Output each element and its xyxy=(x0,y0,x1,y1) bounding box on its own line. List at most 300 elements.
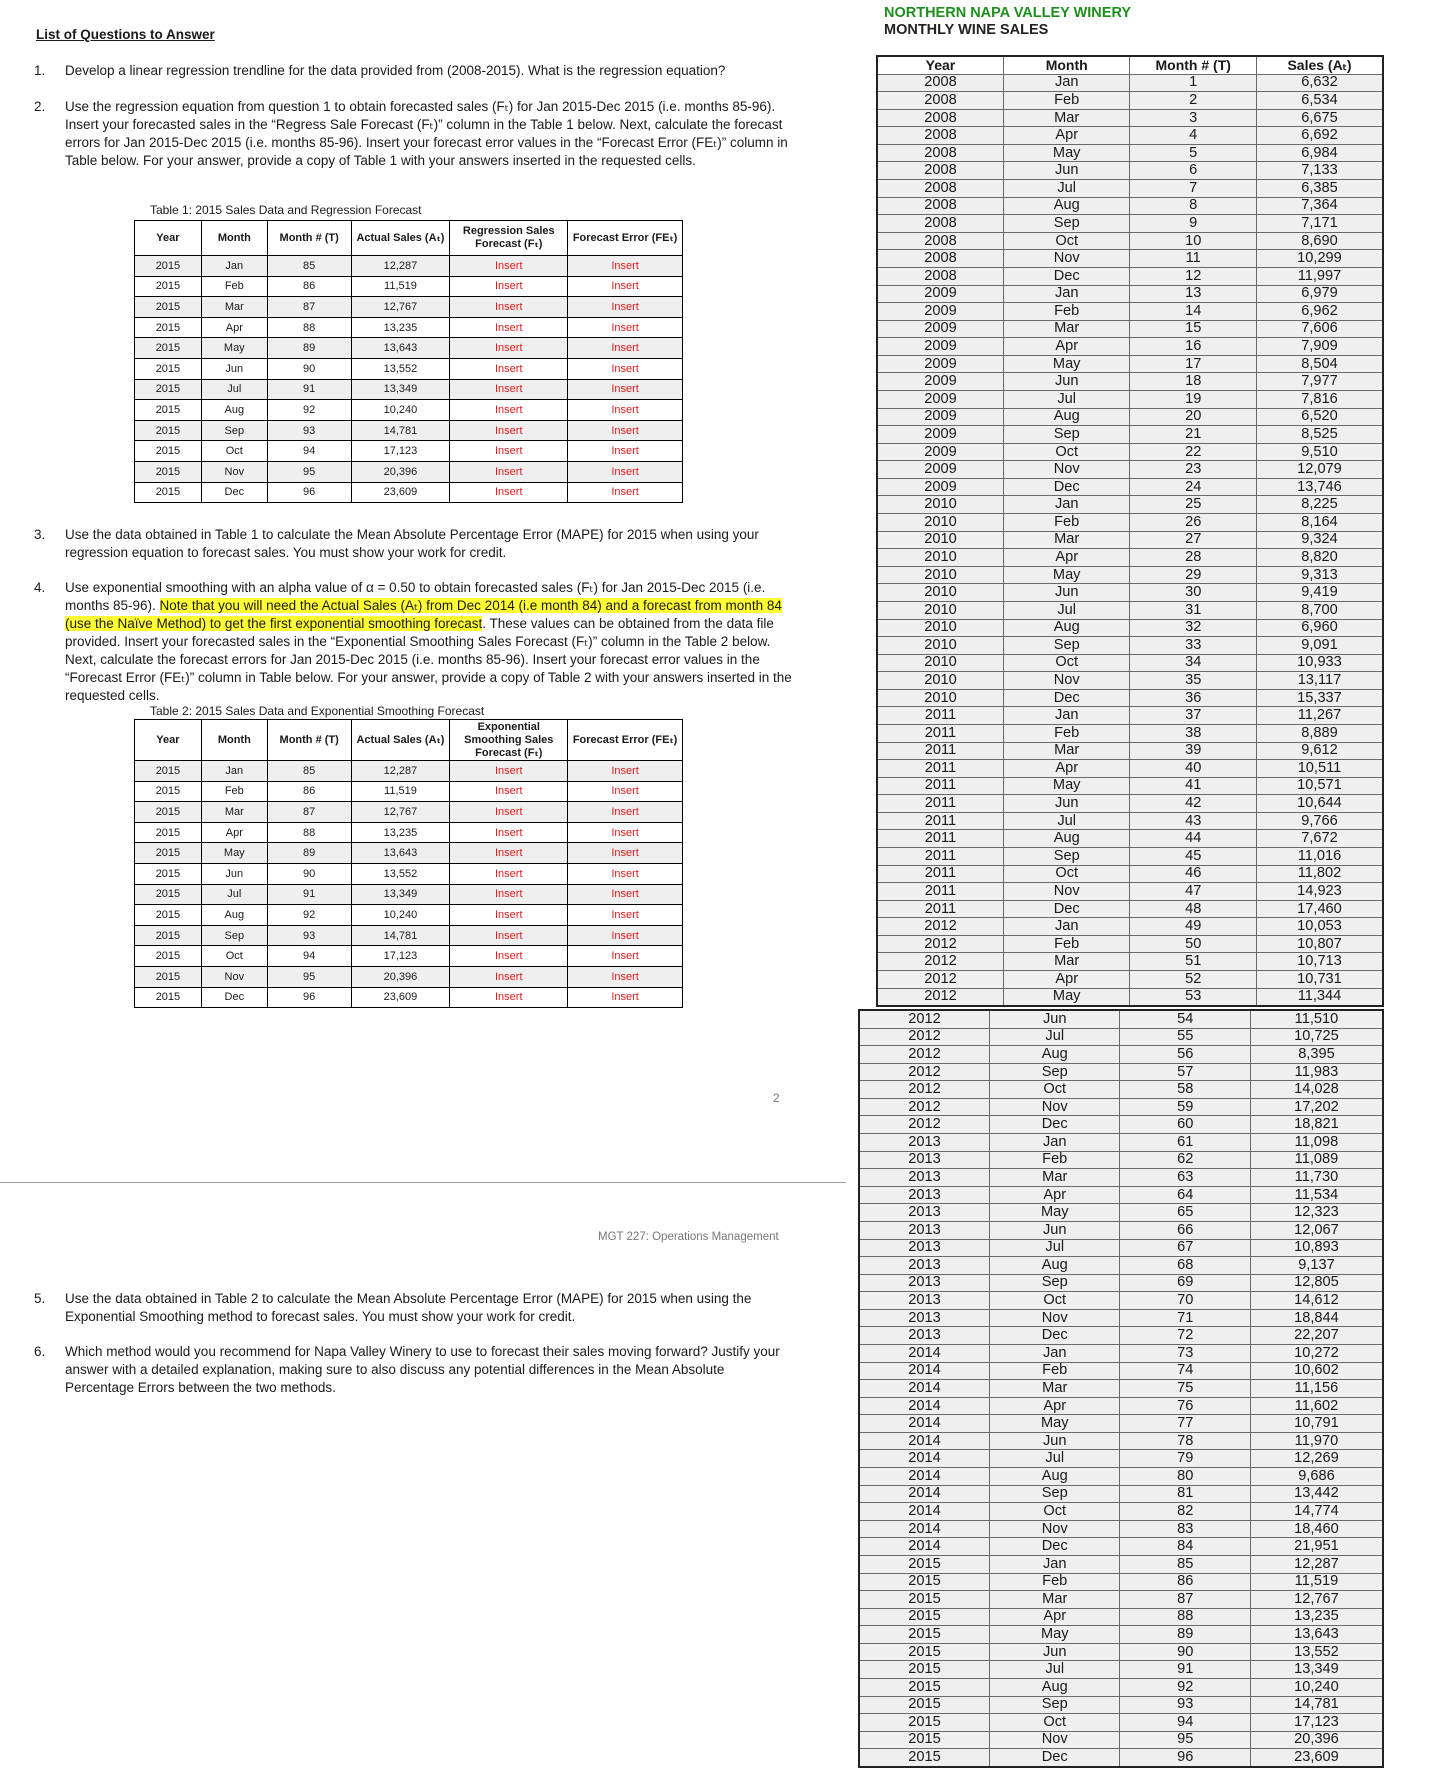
month-cell: Dec xyxy=(990,1749,1120,1767)
year-cell: 2013 xyxy=(859,1134,990,1152)
year-cell: 2015 xyxy=(859,1714,990,1732)
table-row xyxy=(877,197,1383,215)
sales-cell: 8,225 xyxy=(1256,496,1383,514)
table-cell: 88 xyxy=(267,822,351,843)
sales-cell: 8,395 xyxy=(1250,1046,1383,1064)
year-cell: 2011 xyxy=(877,742,1003,760)
table-cell: 2015 xyxy=(135,256,202,277)
year-cell: 2008 xyxy=(877,180,1003,198)
month-cell: Dec xyxy=(1003,267,1130,285)
table-row xyxy=(135,297,683,318)
year-cell: 2014 xyxy=(859,1485,990,1503)
year-cell: 2008 xyxy=(877,144,1003,162)
month-cell: Dec xyxy=(1003,689,1130,707)
sales-cell: 7,606 xyxy=(1256,320,1383,338)
table-row xyxy=(877,724,1383,742)
month-number-cell: 44 xyxy=(1130,830,1257,848)
insert-cell[interactable]: Insert xyxy=(450,822,568,843)
table-cell: 2015 xyxy=(135,379,202,400)
insert-cell[interactable]: Insert xyxy=(450,441,568,462)
table-cell: 17,123 xyxy=(351,946,450,967)
table-row xyxy=(135,781,683,802)
insert-cell[interactable]: Insert xyxy=(450,482,568,503)
table-cell: Mar xyxy=(201,802,267,823)
month-cell: Jul xyxy=(1003,390,1130,408)
month-cell: Nov xyxy=(1003,672,1130,690)
month-number-cell: 75 xyxy=(1120,1380,1250,1398)
table1-caption: Table 1: 2015 Sales Data and Regression Forecast xyxy=(150,203,422,217)
sales-cell: 9,419 xyxy=(1256,584,1383,602)
month-number-cell: 40 xyxy=(1130,760,1257,778)
month-cell: Sep xyxy=(1003,426,1130,444)
winery-title: NORTHERN NAPA VALLEY WINERY xyxy=(884,5,1132,21)
sales-cell: 9,091 xyxy=(1256,637,1383,655)
table-row xyxy=(135,905,683,926)
insert-cell[interactable]: Insert xyxy=(450,905,568,926)
insert-cell[interactable]: Insert xyxy=(450,317,568,338)
insert-cell[interactable]: Insert xyxy=(568,802,683,823)
month-number-cell: 16 xyxy=(1130,338,1257,356)
sales-cell: 6,534 xyxy=(1256,92,1383,110)
sales-cell: 7,672 xyxy=(1256,830,1383,848)
table-row xyxy=(135,843,683,864)
month-cell: Nov xyxy=(990,1098,1120,1116)
sales-cell: 14,923 xyxy=(1256,883,1383,901)
insert-cell[interactable]: Insert xyxy=(568,482,683,503)
year-cell: 2008 xyxy=(877,109,1003,127)
month-number-cell: 95 xyxy=(1120,1731,1250,1749)
month-cell: Oct xyxy=(1003,232,1130,250)
sales-cell: 13,117 xyxy=(1256,672,1383,690)
table-cell: 2015 xyxy=(135,276,202,297)
year-cell: 2009 xyxy=(877,320,1003,338)
sales-cell: 11,089 xyxy=(1250,1151,1383,1169)
column-header: Month # (T) xyxy=(1130,56,1257,74)
sales-cell: 8,525 xyxy=(1256,426,1383,444)
sales-cell: 11,730 xyxy=(1250,1169,1383,1187)
insert-cell[interactable]: Insert xyxy=(568,822,683,843)
sales-cell: 11,267 xyxy=(1256,707,1383,725)
insert-cell[interactable]: Insert xyxy=(568,987,683,1008)
year-cell: 2013 xyxy=(859,1186,990,1204)
insert-cell[interactable]: Insert xyxy=(450,781,568,802)
table-row xyxy=(877,215,1383,233)
sales-cell: 18,821 xyxy=(1250,1116,1383,1134)
table-cell: 2015 xyxy=(135,297,202,318)
month-cell: Sep xyxy=(990,1274,1120,1292)
table-cell: 2015 xyxy=(135,925,202,946)
insert-cell[interactable]: Insert xyxy=(568,317,683,338)
sales-cell: 12,269 xyxy=(1250,1450,1383,1468)
insert-cell[interactable]: Insert xyxy=(568,843,683,864)
month-number-cell: 74 xyxy=(1120,1362,1250,1380)
year-cell: 2012 xyxy=(877,918,1003,936)
insert-cell[interactable]: Insert xyxy=(568,420,683,441)
table-row xyxy=(859,1397,1383,1415)
table-cell: 13,349 xyxy=(351,884,450,905)
insert-cell[interactable]: Insert xyxy=(568,441,683,462)
insert-cell[interactable]: Insert xyxy=(568,338,683,359)
insert-cell[interactable]: Insert xyxy=(568,358,683,379)
month-number-cell: 70 xyxy=(1120,1292,1250,1310)
month-number-cell: 79 xyxy=(1120,1450,1250,1468)
table-cell: 95 xyxy=(267,966,351,987)
table-cell: 2015 xyxy=(135,884,202,905)
table-row xyxy=(877,672,1383,690)
highlighted-note: Note that you will need the Actual Sales (Aₜ) from Dec 2014 (i.e month 84) and a forecast from month 84 (use the Naïve Method) to get the first exponential smoothing forecast xyxy=(65,598,782,631)
sales-cell: 11,098 xyxy=(1250,1134,1383,1152)
month-cell: Jun xyxy=(1003,795,1130,813)
insert-cell[interactable]: Insert xyxy=(450,338,568,359)
sales-cell: 8,820 xyxy=(1256,549,1383,567)
sales-cell: 12,323 xyxy=(1250,1204,1383,1222)
month-number-cell: 34 xyxy=(1130,654,1257,672)
sales-cell: 11,519 xyxy=(1250,1573,1383,1591)
insert-cell[interactable]: Insert xyxy=(568,256,683,277)
table-row xyxy=(135,946,683,967)
sales-cell: 13,442 xyxy=(1250,1485,1383,1503)
table-cell: 14,781 xyxy=(351,925,450,946)
table-cell: Jun xyxy=(201,358,267,379)
table-cell: 2015 xyxy=(135,781,202,802)
month-number-cell: 43 xyxy=(1130,812,1257,830)
month-cell: Jun xyxy=(990,1643,1120,1661)
month-number-cell: 96 xyxy=(1120,1749,1250,1767)
insert-cell[interactable]: Insert xyxy=(450,358,568,379)
insert-cell[interactable]: Insert xyxy=(450,987,568,1008)
table-row xyxy=(859,1450,1383,1468)
question-text xyxy=(65,579,794,705)
table2 xyxy=(134,719,683,1008)
sales-cell: 12,067 xyxy=(1250,1221,1383,1239)
insert-cell[interactable]: Insert xyxy=(450,843,568,864)
question-number: 3. xyxy=(34,527,46,542)
insert-cell[interactable]: Insert xyxy=(450,420,568,441)
table-row xyxy=(135,276,683,297)
insert-cell[interactable]: Insert xyxy=(450,761,568,782)
column-header: Month xyxy=(201,720,267,761)
sales-cell: 10,933 xyxy=(1256,654,1383,672)
month-number-cell: 66 xyxy=(1120,1221,1250,1239)
month-number-cell: 53 xyxy=(1130,988,1257,1006)
sales-cell: 6,692 xyxy=(1256,127,1383,145)
month-number-cell: 72 xyxy=(1120,1327,1250,1345)
table-row xyxy=(877,232,1383,250)
year-cell: 2009 xyxy=(877,338,1003,356)
year-cell: 2012 xyxy=(877,935,1003,953)
year-cell: 2014 xyxy=(859,1362,990,1380)
sales-cell: 10,791 xyxy=(1250,1415,1383,1433)
sales-cell: 10,240 xyxy=(1250,1678,1383,1696)
month-number-cell: 60 xyxy=(1120,1116,1250,1134)
month-number-cell: 26 xyxy=(1130,514,1257,532)
month-cell: Apr xyxy=(1003,971,1130,989)
insert-cell[interactable]: Insert xyxy=(568,946,683,967)
sales-cell: 11,997 xyxy=(1256,267,1383,285)
table-row xyxy=(859,1714,1383,1732)
table-row xyxy=(859,1327,1383,1345)
table-row xyxy=(135,822,683,843)
table-cell: 10,240 xyxy=(351,905,450,926)
sales-cell: 7,977 xyxy=(1256,373,1383,391)
table-cell: Oct xyxy=(201,441,267,462)
table-cell: 96 xyxy=(267,987,351,1008)
insert-cell[interactable]: Insert xyxy=(568,461,683,482)
month-number-cell: 65 xyxy=(1120,1204,1250,1222)
insert-cell[interactable]: Insert xyxy=(568,884,683,905)
question-number: 6. xyxy=(34,1344,46,1359)
month-cell: Jul xyxy=(990,1239,1120,1257)
month-number-cell: 33 xyxy=(1130,637,1257,655)
month-number-cell: 80 xyxy=(1120,1468,1250,1486)
table-row xyxy=(859,1221,1383,1239)
table-cell: May xyxy=(201,338,267,359)
sales-cell: 6,632 xyxy=(1256,74,1383,92)
year-cell: 2008 xyxy=(877,197,1003,215)
insert-cell[interactable]: Insert xyxy=(450,256,568,277)
sales-cell: 8,504 xyxy=(1256,355,1383,373)
month-cell: Jun xyxy=(1003,373,1130,391)
year-cell: 2012 xyxy=(859,1028,990,1046)
sales-cell: 17,460 xyxy=(1256,900,1383,918)
year-cell: 2013 xyxy=(859,1327,990,1345)
table1 xyxy=(134,220,683,503)
insert-cell[interactable]: Insert xyxy=(568,276,683,297)
insert-cell[interactable]: Insert xyxy=(568,925,683,946)
column-header: Month # (T) xyxy=(267,720,351,761)
year-cell: 2009 xyxy=(877,355,1003,373)
year-cell: 2013 xyxy=(859,1309,990,1327)
table-header-row xyxy=(135,221,683,256)
table-cell: 13,552 xyxy=(351,863,450,884)
sales-cell: 10,644 xyxy=(1256,795,1383,813)
table-row xyxy=(859,1081,1383,1099)
table-row xyxy=(859,1503,1383,1521)
question-text-part: . These values can be obtained from the data file provided. Insert your forecasted sales in the “Exponential Smoothing Sales Forecast (Fₜ)” column in the Table 2 below. Next, calculate the forecast errors for Jan 2015-Dec 2015 (i.e. months 85-96). Insert your forecast error values in the “Forecast Error (FEₜ)” column in Table below. For your answer, provide a copy of Table 2 with your answers inserted in the requested cells. xyxy=(65,616,792,703)
sales-cell: 13,349 xyxy=(1250,1661,1383,1679)
question-number: 1. xyxy=(34,63,46,78)
insert-cell[interactable]: Insert xyxy=(450,863,568,884)
insert-cell[interactable]: Insert xyxy=(450,966,568,987)
sales-cell: 6,960 xyxy=(1256,619,1383,637)
insert-cell[interactable]: Insert xyxy=(568,761,683,782)
table-row xyxy=(877,637,1383,655)
insert-cell[interactable]: Insert xyxy=(568,379,683,400)
sales-cell: 6,520 xyxy=(1256,408,1383,426)
month-cell: Sep xyxy=(990,1063,1120,1081)
table-row xyxy=(859,1309,1383,1327)
insert-cell[interactable]: Insert xyxy=(450,802,568,823)
table-cell: Sep xyxy=(201,420,267,441)
year-cell: 2008 xyxy=(877,267,1003,285)
table-row xyxy=(877,127,1383,145)
year-cell: 2014 xyxy=(859,1538,990,1556)
table-cell: 23,609 xyxy=(351,482,450,503)
table-row xyxy=(877,584,1383,602)
sales-cell: 7,171 xyxy=(1256,215,1383,233)
insert-cell[interactable]: Insert xyxy=(568,297,683,318)
month-number-cell: 54 xyxy=(1120,1010,1250,1028)
sales-cell: 6,979 xyxy=(1256,285,1383,303)
year-cell: 2011 xyxy=(877,848,1003,866)
table-row xyxy=(859,1555,1383,1573)
year-cell: 2015 xyxy=(859,1643,990,1661)
sales-cell: 10,713 xyxy=(1256,953,1383,971)
insert-cell[interactable]: Insert xyxy=(450,400,568,421)
table-row xyxy=(877,514,1383,532)
month-number-cell: 38 xyxy=(1130,724,1257,742)
month-number-cell: 39 xyxy=(1130,742,1257,760)
insert-cell[interactable]: Insert xyxy=(568,781,683,802)
insert-cell[interactable]: Insert xyxy=(450,276,568,297)
month-cell: Oct xyxy=(1003,654,1130,672)
question-text: Use the regression equation from question 1 to obtain forecasted sales (Fₜ) for Jan 2015-Dec 2015 (i.e. months 85-96). Insert your forecasted sales in the “Regress Sale Forecast (Fₜ)” column in the Table 1 below. Next, calculate the forecast errors for Jan 2015-Dec 2015 (i.e. months 85-96). Insert your forecast error values in the “Forecast Error (FEₜ)” column in Table below. For your answer, provide a copy of Table 1 with your answers inserted in the requested cells. xyxy=(65,99,788,168)
year-cell: 2012 xyxy=(877,971,1003,989)
sales-cell: 6,675 xyxy=(1256,109,1383,127)
year-cell: 2012 xyxy=(859,1046,990,1064)
sales-cell: 10,272 xyxy=(1250,1344,1383,1362)
year-cell: 2011 xyxy=(877,830,1003,848)
table-row xyxy=(859,1538,1383,1556)
sales-cell: 10,571 xyxy=(1256,777,1383,795)
table-cell: 94 xyxy=(267,946,351,967)
year-cell: 2008 xyxy=(877,250,1003,268)
insert-cell[interactable]: Insert xyxy=(568,400,683,421)
month-cell: Mar xyxy=(1003,531,1130,549)
table-row xyxy=(859,1661,1383,1679)
insert-cell[interactable]: Insert xyxy=(450,946,568,967)
month-number-cell: 67 xyxy=(1120,1239,1250,1257)
year-cell: 2013 xyxy=(859,1292,990,1310)
column-header: Exponential Smoothing Sales Forecast (Fₜ) xyxy=(450,720,568,761)
table-cell: Dec xyxy=(201,987,267,1008)
winery-subtitle: MONTHLY WINE SALES xyxy=(884,22,1049,38)
year-cell: 2009 xyxy=(877,461,1003,479)
table-row xyxy=(877,162,1383,180)
question-number: 4. xyxy=(34,580,46,595)
table-row xyxy=(859,1626,1383,1644)
question-number: 5. xyxy=(34,1291,46,1306)
year-cell: 2011 xyxy=(877,900,1003,918)
month-cell: Oct xyxy=(990,1292,1120,1310)
insert-cell[interactable]: Insert xyxy=(568,905,683,926)
question-text-part: Use exponential smoothing with an alpha value of α = 0.50 to obtain forecasted sales (Fₜ) for Jan 2015-Dec 2015 (i.e. months 85-96). xyxy=(65,580,766,613)
sales-cell: 9,324 xyxy=(1256,531,1383,549)
sales-cell: 8,700 xyxy=(1256,601,1383,619)
sales-cell: 10,511 xyxy=(1256,760,1383,778)
sales-cell: 10,053 xyxy=(1256,918,1383,936)
table-row xyxy=(877,777,1383,795)
insert-cell[interactable]: Insert xyxy=(450,297,568,318)
sales-cell: 9,686 xyxy=(1250,1468,1383,1486)
sales-cell: 7,133 xyxy=(1256,162,1383,180)
table-row xyxy=(859,1362,1383,1380)
sales-cell: 7,816 xyxy=(1256,390,1383,408)
sales-cell: 9,766 xyxy=(1256,812,1383,830)
year-cell: 2008 xyxy=(877,74,1003,92)
table-cell: Dec xyxy=(201,482,267,503)
month-cell: Apr xyxy=(990,1186,1120,1204)
year-cell: 2012 xyxy=(877,988,1003,1006)
course-footer: MGT 227: Operations Management xyxy=(598,1231,779,1243)
year-cell: 2009 xyxy=(877,426,1003,444)
insert-cell[interactable]: Insert xyxy=(568,966,683,987)
table-cell: 2015 xyxy=(135,905,202,926)
table-row xyxy=(877,742,1383,760)
month-number-cell: 20 xyxy=(1130,408,1257,426)
month-cell: Jan xyxy=(990,1134,1120,1152)
table-cell: 2015 xyxy=(135,966,202,987)
year-cell: 2014 xyxy=(859,1468,990,1486)
year-cell: 2013 xyxy=(859,1274,990,1292)
month-number-cell: 93 xyxy=(1120,1696,1250,1714)
sales-cell: 13,746 xyxy=(1256,478,1383,496)
insert-cell[interactable]: Insert xyxy=(450,925,568,946)
sales-cell: 10,725 xyxy=(1250,1028,1383,1046)
year-cell: 2012 xyxy=(859,1116,990,1134)
table-cell: Nov xyxy=(201,461,267,482)
table-row xyxy=(859,1380,1383,1398)
month-cell: Feb xyxy=(1003,92,1130,110)
month-cell: Aug xyxy=(1003,830,1130,848)
month-cell: Apr xyxy=(1003,338,1130,356)
month-cell: Oct xyxy=(990,1503,1120,1521)
table-cell: 12,287 xyxy=(351,761,450,782)
insert-cell[interactable]: Insert xyxy=(450,379,568,400)
table-cell: 2015 xyxy=(135,843,202,864)
sales-cell: 10,807 xyxy=(1256,935,1383,953)
insert-cell[interactable]: Insert xyxy=(450,461,568,482)
year-cell: 2015 xyxy=(859,1626,990,1644)
column-header: Month xyxy=(201,221,267,256)
table-cell: 2015 xyxy=(135,461,202,482)
year-cell: 2015 xyxy=(859,1573,990,1591)
table-cell: 92 xyxy=(267,400,351,421)
table-cell: 13,235 xyxy=(351,822,450,843)
month-number-cell: 7 xyxy=(1130,180,1257,198)
table-row xyxy=(877,531,1383,549)
table-row xyxy=(859,1151,1383,1169)
month-cell: Dec xyxy=(1003,478,1130,496)
question-text: Use the data obtained in Table 1 to calculate the Mean Absolute Percentage Error (MAPE) for 2015 when using your regression equation to forecast sales. You must show your work for credit. xyxy=(65,527,759,560)
month-number-cell: 28 xyxy=(1130,549,1257,567)
year-cell: 2008 xyxy=(877,92,1003,110)
table-cell: 13,552 xyxy=(351,358,450,379)
month-number-cell: 76 xyxy=(1120,1397,1250,1415)
insert-cell[interactable]: Insert xyxy=(568,863,683,884)
column-header: Year xyxy=(877,56,1003,74)
month-number-cell: 3 xyxy=(1130,109,1257,127)
month-cell: Jun xyxy=(990,1010,1120,1028)
month-number-cell: 56 xyxy=(1120,1046,1250,1064)
table-cell: 88 xyxy=(267,317,351,338)
sales-cell: 8,690 xyxy=(1256,232,1383,250)
table-cell: 95 xyxy=(267,461,351,482)
insert-cell[interactable]: Insert xyxy=(450,884,568,905)
table-cell: Jan xyxy=(201,761,267,782)
sales-cell: 14,774 xyxy=(1250,1503,1383,1521)
month-number-cell: 11 xyxy=(1130,250,1257,268)
month-number-cell: 36 xyxy=(1130,689,1257,707)
month-cell: Aug xyxy=(1003,619,1130,637)
table-row xyxy=(877,180,1383,198)
year-cell: 2009 xyxy=(877,408,1003,426)
month-number-cell: 14 xyxy=(1130,303,1257,321)
table-row xyxy=(135,379,683,400)
month-number-cell: 61 xyxy=(1120,1134,1250,1152)
table-cell: 2015 xyxy=(135,338,202,359)
month-cell: Dec xyxy=(1003,900,1130,918)
